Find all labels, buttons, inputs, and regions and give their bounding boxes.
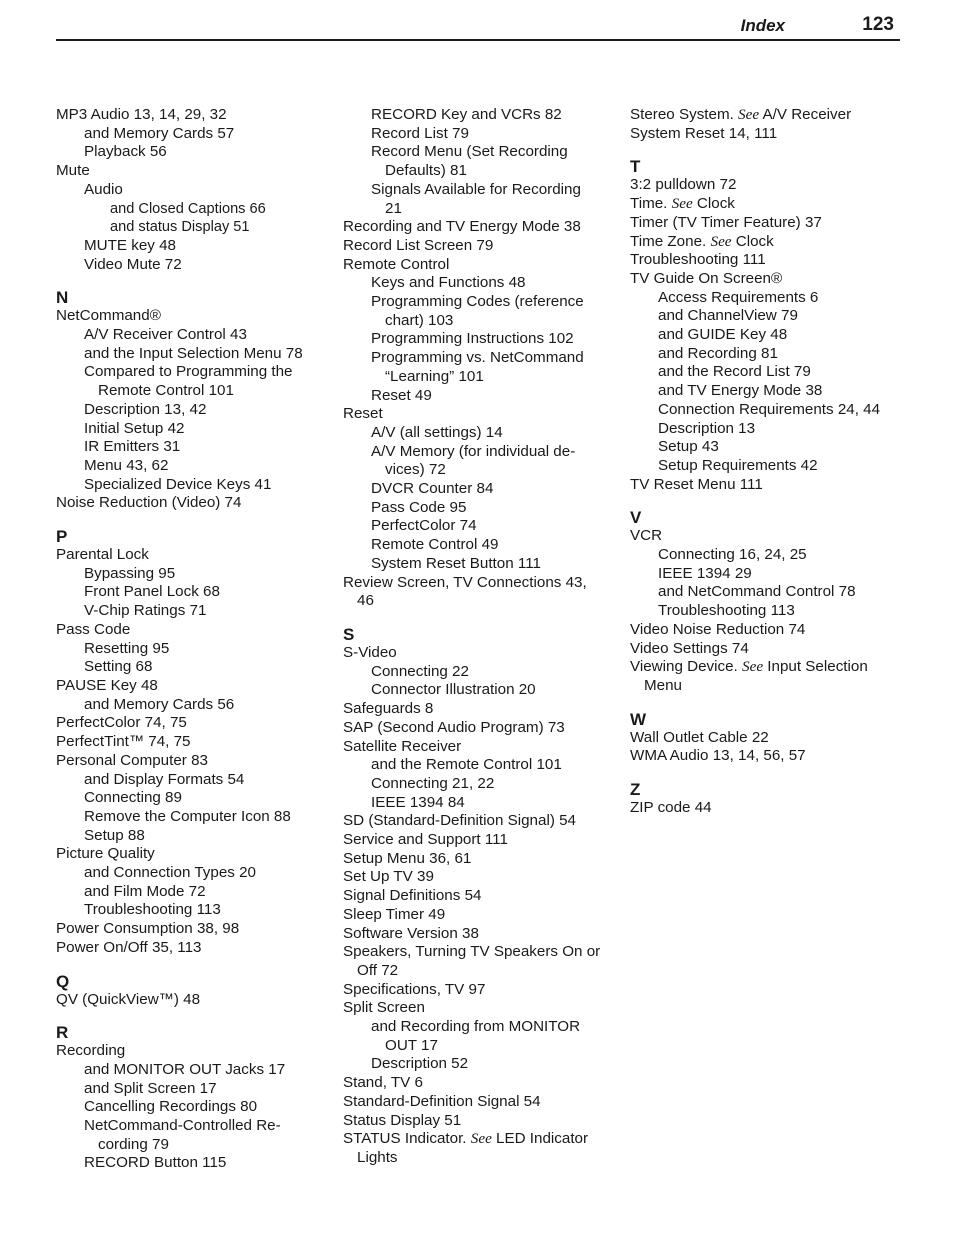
index-entry: and Memory Cards 57	[84, 124, 235, 142]
index-letter-heading: Z	[630, 780, 641, 800]
index-entry: MUTE key 48	[84, 236, 176, 254]
index-entry: ZIP code 44	[630, 799, 712, 817]
index-entry: vices) 72	[385, 461, 446, 479]
index-entry: Off 72	[357, 961, 399, 979]
index-entry: Initial Setup 42	[84, 419, 185, 437]
index-entry: Reset 49	[371, 386, 432, 404]
index-letter-heading: V	[630, 508, 642, 528]
index-entry: PerfectColor 74, 75	[56, 714, 187, 732]
index-entry: Record List Screen 79	[343, 236, 494, 254]
index-entry: Video Mute 72	[84, 255, 182, 273]
index-entry: and TV Energy Mode 38	[658, 382, 823, 400]
index-entry: Reset	[343, 405, 383, 423]
index-entry: Time Zone. See Clock	[630, 232, 774, 250]
index-entry: SD (Standard-Definition Signal) 54	[343, 812, 576, 830]
index-entry: Troubleshooting 111	[630, 251, 766, 269]
index-entry: SAP (Second Audio Program) 73	[343, 718, 565, 736]
index-entry: DVCR Counter 84	[371, 480, 494, 498]
index-letter-heading: S	[343, 624, 355, 644]
index-entry: A/V Receiver Control 43	[84, 326, 247, 344]
index-column-3	[630, 106, 905, 818]
index-entry: and Recording from MONITOR	[371, 1018, 581, 1036]
index-entry: Sleep Timer 49	[343, 905, 446, 923]
index-entry: Record Menu (Set Recording	[371, 143, 568, 161]
index-entry: Programming vs. NetCommand	[371, 349, 584, 367]
index-entry: RECORD Key and VCRs 82	[371, 106, 562, 123]
index-entry: System Reset Button 111	[371, 554, 541, 572]
index-entry: QV (QuickView™) 48	[56, 990, 201, 1008]
index-entry: Satellite Receiver	[343, 737, 462, 755]
index-entry: Description 52	[371, 1055, 469, 1073]
index-entry: Menu	[644, 676, 682, 694]
index-entry: Access Requirements 6	[658, 288, 819, 306]
index-entry: cording 79	[98, 1135, 169, 1153]
index-entry: Safeguards 8	[343, 700, 434, 718]
index-entry: Stereo System. See A/V Receiver	[630, 106, 852, 123]
index-entry: Connector Illustration 20	[371, 681, 536, 699]
index-entry: Troubleshooting 113	[84, 901, 221, 919]
index-entry: A/V (all settings) 14	[371, 423, 503, 441]
index-entry: Signal Definitions 54	[343, 887, 482, 905]
index-entry: and Split Screen 17	[84, 1079, 217, 1097]
index-entry: and status Display 51	[110, 219, 250, 236]
index-letter-heading: R	[56, 1023, 69, 1043]
index-entry: Setup 88	[84, 826, 145, 844]
index-entry: WMA Audio 13, 14, 56, 57	[630, 747, 806, 765]
index-entry: Connecting 16, 24, 25	[658, 546, 807, 564]
index-entry: Description 13	[658, 419, 756, 437]
index-entry: Parental Lock	[56, 546, 149, 564]
index-entry: Remove the Computer Icon 88	[84, 807, 291, 825]
index-entry: Remote Control 101	[98, 382, 234, 400]
index-entry: Speakers, Turning TV Speakers On or	[343, 943, 601, 961]
index-entry: and NetCommand Control 78	[658, 583, 856, 601]
index-entry: Connecting 89	[84, 789, 182, 807]
index-letter-heading: W	[630, 709, 647, 729]
index-entry: Programming Codes (reference	[371, 293, 584, 311]
index-entry: Connecting 22	[371, 662, 469, 680]
index-entry: Keys and Functions 48	[371, 274, 526, 292]
index-entry: and Film Mode 72	[84, 882, 206, 900]
index-entry: and Closed Captions 66	[110, 200, 266, 217]
index-entry: Set Up TV 39	[343, 868, 434, 886]
index-entry: and the Remote Control 101	[371, 756, 562, 774]
index-entry: Specifications, TV 97	[343, 980, 486, 998]
index-entry: PerfectTint™ 74, 75	[56, 733, 191, 751]
index-entry: Viewing Device. See Input Selection	[630, 658, 868, 676]
index-entry: 3:2 pulldown 72	[630, 176, 737, 194]
index-entry: Signals Available for Recording	[371, 180, 581, 198]
index-entry: Pass Code	[56, 620, 131, 638]
index-entry: Mute	[56, 162, 90, 180]
index-entry: Timer (TV Timer Feature) 37	[630, 213, 822, 231]
index-entry: Cancelling Recordings 80	[84, 1098, 258, 1116]
index-entry: Compared to Programming the	[84, 363, 293, 381]
index-entry: RECORD Button 115	[84, 1154, 227, 1172]
index-entry: Time. See Clock	[630, 195, 735, 213]
index-letter-heading: N	[56, 288, 69, 308]
index-entry: 21	[385, 199, 402, 217]
index-entry: VCR	[630, 527, 663, 545]
index-entry: and the Record List 79	[658, 363, 811, 381]
page-header	[56, 0, 900, 41]
section-title: Index	[740, 16, 785, 35]
index-entry: Video Noise Reduction 74	[630, 620, 806, 638]
index-entry: OUT 17	[385, 1036, 438, 1054]
index-entry: MP3 Audio 13, 14, 29, 32	[56, 106, 227, 123]
index-entry: NetCommand-Controlled Re-	[84, 1117, 281, 1135]
index-entry: V-Chip Ratings 71	[84, 602, 207, 620]
index-entry: Bypassing 95	[84, 564, 176, 582]
index-entry: Playback 56	[84, 143, 167, 161]
index-entry: Recording	[56, 1042, 126, 1060]
index-entry: Setup 43	[658, 438, 719, 456]
index-entry: Recording and TV Energy Mode 38	[343, 218, 581, 236]
index-entry: Specialized Device Keys 41	[84, 475, 272, 493]
index-entry: Record List 79	[371, 124, 469, 142]
index-letter-heading: Q	[56, 971, 70, 991]
index-entry: Power On/Off 35, 113	[56, 938, 202, 956]
index-entry: Wall Outlet Cable 22	[630, 728, 769, 746]
index-entry: Connection Requirements 24, 44	[658, 400, 881, 418]
index-column-1	[56, 106, 326, 1173]
index-entry: chart) 103	[385, 311, 454, 329]
index-entry: Connecting 21, 22	[371, 774, 495, 792]
index-entry: Setting 68	[84, 658, 153, 676]
index-entry: Picture Quality	[56, 845, 155, 863]
index-entry: Troubleshooting 113	[658, 602, 795, 620]
index-entry: 46	[357, 592, 374, 610]
index-entry: NetCommand®	[56, 307, 161, 325]
index-entry: IEEE 1394 29	[658, 564, 752, 582]
index-entry: Resetting 95	[84, 639, 170, 657]
index-entry: Software Version 38	[343, 924, 479, 942]
index-entry: and Recording 81	[658, 344, 778, 362]
index-entry: TV Guide On Screen®	[630, 269, 783, 287]
index-entry: and MONITOR OUT Jacks 17	[84, 1060, 286, 1078]
index-entry: Remote Control 49	[371, 536, 499, 554]
index-entry: and ChannelView 79	[658, 307, 798, 325]
index-entry: System Reset 14, 111	[630, 124, 778, 142]
index-entry: PerfectColor 74	[371, 517, 477, 535]
index-entry: and Memory Cards 56	[84, 695, 235, 713]
index-entry: PAUSE Key 48	[56, 676, 158, 694]
index-entry: Split Screen	[343, 999, 425, 1017]
index-entry: Noise Reduction (Video) 74	[56, 494, 242, 512]
index-entry: Description 13, 42	[84, 400, 207, 418]
index-entry: Stand, TV 6	[343, 1074, 423, 1092]
index-entry: Service and Support 111	[343, 831, 508, 849]
index-entry: Pass Code 95	[371, 498, 467, 516]
index-entry: Status Display 51	[343, 1111, 462, 1129]
index-column-2	[343, 106, 618, 1168]
index-entry: Programming Instructions 102	[371, 330, 574, 348]
index-entry: IEEE 1394 84	[371, 793, 465, 811]
index-entry: Review Screen, TV Connections 43,	[343, 573, 587, 591]
index-entry: Remote Control	[343, 255, 450, 273]
index-entry: Video Settings 74	[630, 639, 749, 657]
index-entry: A/V Memory (for individual de-	[371, 442, 576, 460]
index-entry: Menu 43, 62	[84, 456, 169, 474]
index-entry: Setup Requirements 42	[658, 456, 818, 474]
index-entry: Lights	[357, 1148, 398, 1166]
index-entry: TV Reset Menu 111	[630, 475, 763, 493]
index-entry: S-Video	[343, 643, 397, 661]
index-entry: and GUIDE Key 48	[658, 326, 788, 344]
index-entry: Defaults) 81	[385, 162, 467, 180]
page-number: 123	[862, 14, 894, 35]
index-entry: Personal Computer 83	[56, 751, 208, 769]
index-entry: Front Panel Lock 68	[84, 583, 220, 601]
index-entry: Audio	[84, 180, 123, 198]
index-letter-heading: T	[630, 157, 641, 177]
index-entry: Setup Menu 36, 61	[343, 849, 472, 867]
index-entry: and the Input Selection Menu 78	[84, 344, 303, 362]
index-entry: “Learning” 101	[385, 367, 484, 385]
index-entry: Standard-Definition Signal 54	[343, 1092, 541, 1110]
index-letter-heading: P	[56, 527, 68, 547]
index-entry: and Display Formats 54	[84, 770, 245, 788]
index-entry: and Connection Types 20	[84, 864, 256, 882]
index-entry: Power Consumption 38, 98	[56, 920, 240, 938]
index-entry: STATUS Indicator. See LED Indicator	[343, 1130, 589, 1148]
index-entry: IR Emitters 31	[84, 438, 181, 456]
